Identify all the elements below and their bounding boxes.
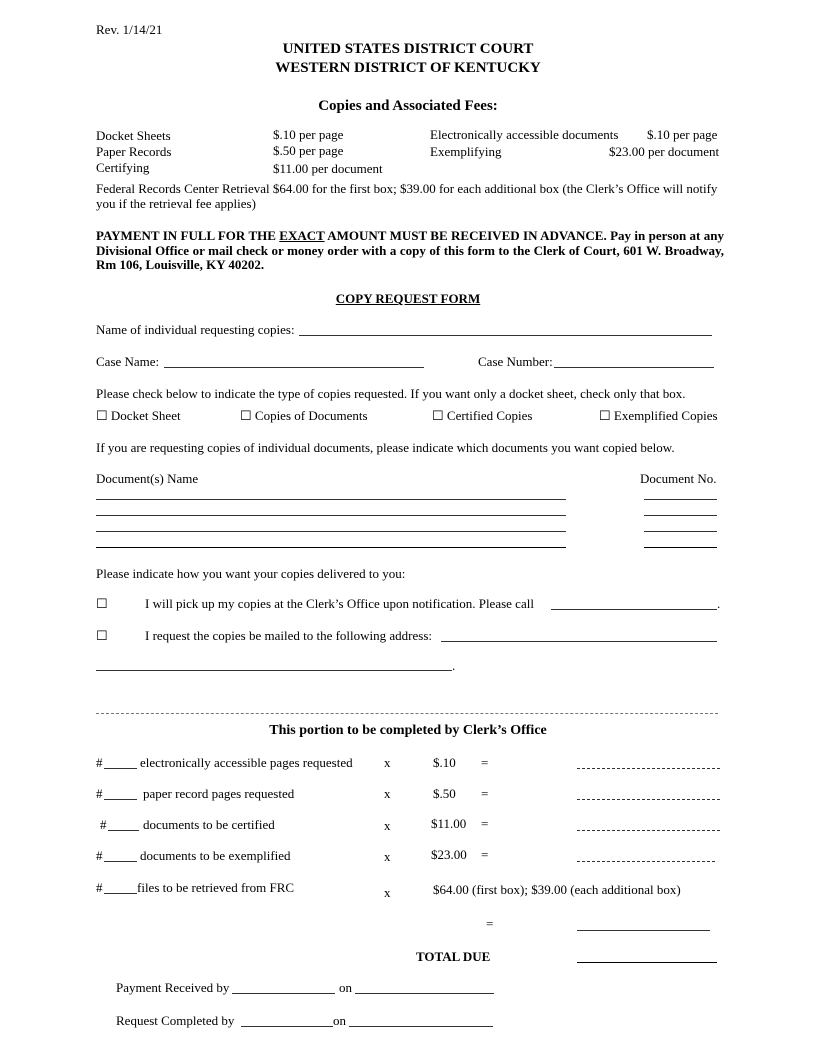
fee-cert-label: Certifying (96, 160, 150, 175)
row3-rate: $11.00 (431, 816, 467, 831)
payment-received-on-label: on (339, 980, 352, 995)
row3-times: x (384, 818, 391, 833)
row2-hash: # (96, 786, 103, 801)
mail-option-label: I request the copies be mailed to the following address: (145, 628, 433, 643)
request-completed-by-field[interactable] (241, 1026, 333, 1027)
payment-received-label: Payment Received by (116, 980, 230, 995)
row4-description: documents to be exemplified (140, 848, 291, 863)
payment-received-date-field[interactable] (355, 993, 494, 994)
row2-equals: = (481, 786, 489, 801)
document-name-field-4[interactable] (96, 547, 566, 548)
row2-count-field[interactable] (104, 799, 137, 800)
fee-elec-label: Electronically accessible documents (430, 127, 619, 142)
exact-emphasis: EXACT (279, 228, 325, 243)
row5-rate: $64.00 (first box); $39.00 (each additional box) (433, 882, 681, 897)
total-due-field[interactable] (577, 962, 717, 963)
fee-cert-value: $11.00 per document (273, 161, 383, 176)
row2-rate: $.50 (433, 786, 456, 801)
subtotal-equals: = (486, 916, 494, 931)
court-name-line2: WESTERN DISTRICT OF KENTUCKY (275, 60, 541, 76)
checkbox-copies-of-documents[interactable]: ☐ Copies of Documents (240, 408, 368, 423)
row4-equals: = (481, 847, 489, 862)
payment-received-by-field[interactable] (232, 993, 335, 994)
document-name-field-1[interactable] (96, 499, 566, 500)
case-name-field[interactable] (164, 367, 424, 368)
case-number-field[interactable] (554, 367, 714, 368)
row4-amount-field[interactable] (577, 861, 715, 862)
row1-count-field[interactable] (104, 768, 137, 769)
payment-notice: PAYMENT IN FULL FOR THE EXACT AMOUNT MUST BE RECEIVED IN ADVANCE. Pay in person at any Divisional Office or mail check or money order with a copy of this form to the Clerk of Court, 601 W. Broadway, Rm 106, Louisville, KY 40202. (96, 228, 724, 272)
fee-exempl-label: Exemplifying (430, 144, 502, 159)
request-completed-label: Request Completed by (116, 1013, 235, 1028)
row1-amount-field[interactable] (577, 768, 720, 769)
row5-times: x (384, 885, 391, 900)
fee-paper-value: $.50 per page (273, 143, 344, 158)
row2-description: paper record pages requested (143, 786, 295, 801)
row3-count-field[interactable] (108, 830, 139, 831)
row3-equals: = (481, 816, 489, 831)
address-period: . (452, 658, 456, 673)
row1-description: electronically accessible pages requested (140, 755, 353, 770)
frc-fee-note: Federal Records Center Retrieval $64.00 for the first box; $39.00 for each additional box (the Clerk’s Office will notify you if the retrieval fee applies) (96, 181, 718, 211)
clerk-section-title: This portion to be completed by Clerk’s Office (269, 723, 547, 738)
pickup-checkbox[interactable]: ☐ (96, 596, 108, 611)
pickup-phone-field[interactable] (551, 609, 717, 610)
document-number-field-4[interactable] (644, 547, 717, 548)
mail-checkbox[interactable]: ☐ (96, 628, 108, 643)
document-number-field-3[interactable] (644, 531, 717, 532)
request-completed-on-label: on (333, 1013, 346, 1028)
fee-elec-value: $.10 per page (647, 127, 718, 142)
row1-hash: # (96, 755, 103, 770)
document-name-field-2[interactable] (96, 515, 566, 516)
cut-line-divider (96, 713, 718, 714)
copy-type-instructions: Please check below to indicate the type of copies requested. If you want only a docket sheet, check only that box. (96, 386, 686, 401)
fee-docket-label: Docket Sheets (96, 128, 171, 143)
document-number-header: Document No. (640, 471, 717, 486)
row1-times: x (384, 755, 391, 770)
subtotal-amount-field[interactable] (577, 930, 710, 931)
revision-date: Rev. 1/14/21 (96, 22, 163, 37)
row4-count-field[interactable] (104, 861, 137, 862)
row1-equals: = (481, 755, 489, 770)
requester-name-field[interactable] (299, 335, 712, 336)
document-number-field-2[interactable] (644, 515, 717, 516)
row2-amount-field[interactable] (577, 799, 720, 800)
document-name-field-3[interactable] (96, 531, 566, 532)
row1-rate: $.10 (433, 755, 456, 770)
form-title: COPY REQUEST FORM (335, 291, 481, 306)
fee-docket-value: $.10 per page (273, 127, 344, 142)
row4-hash: # (96, 848, 103, 863)
mail-address-field-1[interactable] (441, 641, 717, 642)
row3-amount-field[interactable] (577, 830, 720, 831)
fees-title: Copies and Associated Fees: (318, 98, 498, 114)
case-number-label: Case Number: (478, 354, 553, 369)
row5-hash: # (96, 880, 103, 895)
court-name-line1: UNITED STATES DISTRICT COURT (282, 41, 534, 57)
row3-description: documents to be certified (143, 817, 275, 832)
row5-description: files to be retrieved from FRC (137, 880, 295, 895)
requester-name-label: Name of individual requesting copies: (96, 322, 295, 337)
case-name-label: Case Name: (96, 354, 160, 369)
row3-hash: # (100, 817, 107, 832)
document-name-header: Document(s) Name (96, 471, 199, 486)
pickup-period: . (717, 596, 721, 611)
request-completed-date-field[interactable] (349, 1026, 493, 1027)
documents-instructions: If you are requesting copies of individual documents, please indicate which documents you want copied below. (96, 440, 675, 455)
fee-paper-label: Paper Records (96, 144, 172, 159)
pickup-option-label: I will pick up my copies at the Clerk’s Office upon notification. Please call (145, 596, 534, 611)
checkbox-docket-sheet[interactable]: ☐ Docket Sheet (96, 408, 181, 423)
checkbox-certified-copies[interactable]: ☐ Certified Copies (432, 408, 533, 423)
document-number-field-1[interactable] (644, 499, 717, 500)
total-due-label: TOTAL DUE (416, 949, 491, 964)
row4-rate: $23.00 (431, 847, 467, 862)
fee-exempl-value: $23.00 per document (609, 144, 720, 159)
row2-times: x (384, 786, 391, 801)
checkbox-exemplified-copies[interactable]: ☐ Exemplified Copies (599, 408, 718, 423)
delivery-instructions: Please indicate how you want your copies delivered to you: (96, 566, 406, 581)
row4-times: x (384, 849, 391, 864)
mail-address-field-2[interactable] (96, 670, 452, 671)
row5-count-field[interactable] (104, 893, 137, 894)
